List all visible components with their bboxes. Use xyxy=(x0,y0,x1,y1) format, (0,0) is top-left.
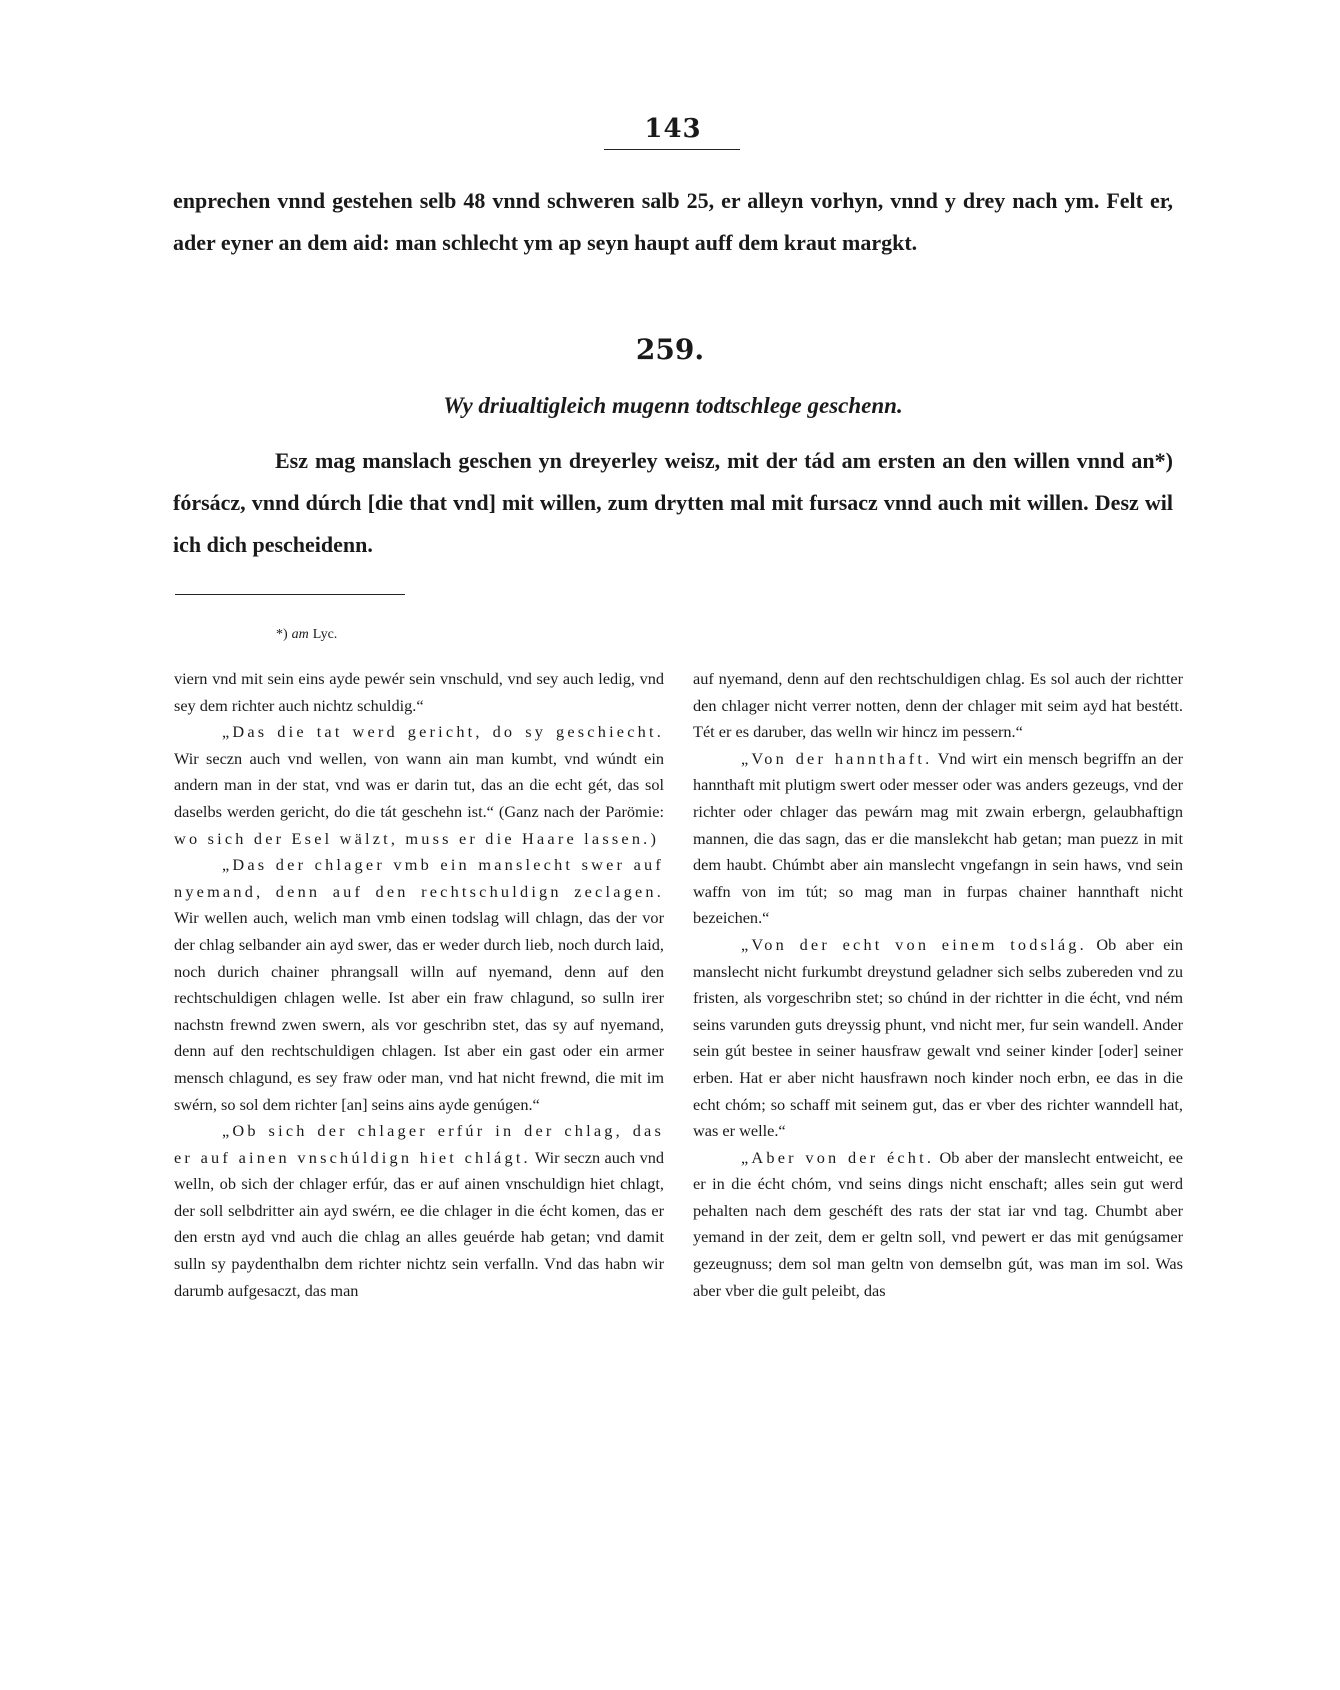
left-p4-heading: „Ob sich der chlager erfúr in der chlag, das er auf ainen vnschúldign hiet chlágt. xyxy=(174,1121,664,1167)
left-p3-text: Wir wellen auch, welich man vmb einen todslag will chlagn, das der vor der chlag selbander ain ayd swer, das er weder durch lieb, noch durch laid, noch durich chainer phrangsall willn auf nyemand, denn auf den rechtschuldigen chlagen welle. Ist aber ein fraw chlagund, so sulln irer nachstn frewnd zwen swern, als vor geschribn stet, das sy auf nyemand, denn auf den rechtschuldigen chlagen. Ist aber ein gast oder ein armer mensch chlagund, es sey fraw oder man, vnd hat nicht frewnd, die mit im swérn, so sol dem richter [an] seins ains ayde genúgen.“ xyxy=(174,908,664,1114)
right-p4-text: Ob aber der manslecht entweicht, ee er in die écht chóm, vnd seins dings nicht enschaft; alles sein gut werd pehalten nach dem geschéft des rats der stat iar vnd tag. Chumbt aber yemand in der zeit, dem er geltn soll, vnd pewert er das mit genúgsamer gezeugnuss; dem sol man geltn von demselbn gút, was man im sol. Was aber vber die gult peleibt, das xyxy=(693,1147,1183,1300)
right-p3-text: Ob aber ein manslecht nicht furkumbt dreystund geladner sich selbs zubereden vnd zu fristen, als vorgeschribn stet; so chúnd in der richtter in die écht, vnd ném seins varunden guts dreyssig phunt, vnd nicht mer, fur sein wandell. Ander sein gút bestee in seiner hausfraw gewalt vnd seiner kinder [oder] seiner erben. Hat er aber nicht hausfrawn noch kinder noch erbn, ee das in die echt chóm; so schaff mit seinem gut, das er vber des richter wanndell hat, was er welle.“ xyxy=(693,934,1183,1141)
right-p4-heading: „Aber von der écht. xyxy=(741,1147,935,1167)
left-p2-spaced-proverb: wo sich der Esel wälzt, muss er die Haare lassen. xyxy=(174,828,651,848)
left-p4-text: Wir seczn auch vnd welln, ob sich der chlager erfúr, das er auf ainen vnschuldign hiet chlagt, der soll selbdritter ain ayd swérn, ee die chlager in die écht komen, das er den erstn ayd vnd auch die chlag an alles geuérde hab getan; vnd damit sulln sy paydenthalbn dem richter nichtz sein verfalln. Vnd das habn wir darumb aufgesaczt, das man xyxy=(174,1147,664,1300)
left-paragraph-2 xyxy=(174,719,664,852)
footnote xyxy=(276,625,337,645)
left-p2-heading: „Das die tat werd gericht, do sy geschiecht. xyxy=(222,722,664,742)
section-paragraph-text-a: Esz mag manslach geschen yn dreyerley weisz, mit der tád am ersten an den willen vnnd an xyxy=(275,448,1155,473)
right-p2-text: Vnd wirt ein mensch begriffn an der hannthaft mit plutigm swert oder messer oder was anders gezeugs, vnd der richter oder chlager das pewárn mag mit zwain erbergn, gelaubhaftign mannen, die das sagn, das er die manslekcht hab getan; man puezz in mit dem haubt. Chúmbt aber ain manslecht vngefangn in sein haws, vnd sein waffn von im tút; so mag man in furpas chainer hannthaft nicht bezeichen.“ xyxy=(693,748,1183,928)
left-p3-heading: „Das der chlager vmb ein manslecht swer auf nyemand, denn auf den rechtschuldign zeclagen. xyxy=(174,855,664,901)
section-title: Wy driualtigleich mugenn todtschlege geschenn. xyxy=(443,393,903,418)
right-paragraph-3 xyxy=(693,932,1183,1145)
page-number: 143 xyxy=(644,114,702,144)
footnote-marker: *) xyxy=(276,627,288,642)
right-paragraph-4 xyxy=(693,1145,1183,1305)
continuation-paragraph: enprechen vnnd gestehen selb 48 vnnd schweren salb 25, er alleyn vorhyn, vnnd y drey nach ym. Felt er, ader eyner an dem aid: man schlecht ym ap seyn haupt auff dem kraut margkt. xyxy=(173,188,1173,255)
footnote-text: Lyc. xyxy=(312,627,338,642)
left-paragraph-1 xyxy=(174,666,664,719)
left-paragraph-4 xyxy=(174,1118,664,1304)
left-column xyxy=(174,666,664,1304)
right-p1-text: auf nyemand, denn auf den rechtschuldigen chlag. Es sol auch der richtter den chlager nicht verrer notten, denn der chlager mit seim ayd hat bestétt. Tét er es daruber, das welln wir hincz im pessern.“ xyxy=(693,669,1183,742)
note-reference-marker: *) xyxy=(1154,448,1173,473)
page-number-rule xyxy=(604,149,740,150)
right-column xyxy=(693,666,1183,1304)
section-number: 259. xyxy=(635,333,705,366)
section-paragraph xyxy=(173,440,1173,566)
section-paragraph-text-b: fórsácz, vnnd dúrch [die that vnd] mit willen, zum drytten mal mit fursacz vnnd auch mit willen. Desz wil ich dich pescheidenn. xyxy=(173,490,1173,557)
left-p1-text: viern vnd mit sein eins ayde pewér sein vnschuld, vnd sey auch ledig, vnd sey dem richter auch nichtz schuldig.“ xyxy=(174,669,664,715)
right-p3-heading: „Von der echt von einem todslág. xyxy=(741,934,1087,954)
footnote-rule xyxy=(175,594,405,595)
left-p2-text-b: ) xyxy=(650,828,656,848)
right-paragraph-1 xyxy=(693,666,1183,746)
footnote-abbreviation: am xyxy=(291,627,309,642)
right-p2-heading: „Von der hannthaft. xyxy=(741,748,933,768)
left-p2-text-a: Wir seczn auch vnd wellen, von wann ain man kumbt, vnd wúndt ein andern man in der stat, vnd was er darin tut, das an die echt gét, das sol daselbs werden gericht, do die tát geschehn ist.“ (Ganz nach der Parömie: xyxy=(174,748,664,821)
right-paragraph-2 xyxy=(693,746,1183,932)
left-paragraph-3 xyxy=(174,852,664,1118)
